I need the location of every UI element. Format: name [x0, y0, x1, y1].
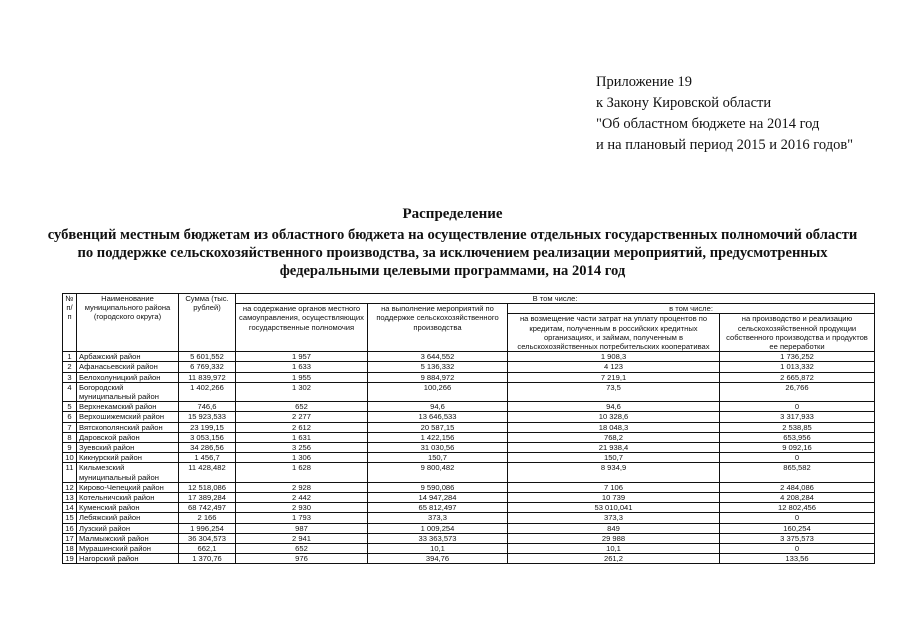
row-number: 3 [63, 372, 77, 382]
interest-cell: 10 739 [508, 493, 720, 503]
measures-cell: 94,6 [368, 402, 508, 412]
header-num: № п/п [63, 294, 77, 352]
maintenance-cell: 3 256 [236, 443, 368, 453]
document-title: Распределение [402, 206, 503, 222]
measures-cell: 9 884,972 [368, 372, 508, 382]
measures-cell: 3 644,552 [368, 352, 508, 362]
interest-cell: 1 908,3 [508, 352, 720, 362]
table-row [63, 382, 875, 401]
measures-cell: 65 812,497 [368, 503, 508, 513]
interest-cell: 73,5 [508, 382, 720, 401]
district-name: Куменский район [77, 503, 179, 513]
measures-cell: 31 030,56 [368, 443, 508, 453]
production-cell: 0 [720, 453, 875, 463]
sum-cell: 3 053,156 [179, 432, 236, 442]
table-row [63, 533, 875, 543]
table-row [63, 453, 875, 463]
row-number: 8 [63, 432, 77, 442]
sum-cell: 5 601,552 [179, 352, 236, 362]
district-name: Малмыжский район [77, 533, 179, 543]
measures-cell: 13 646,533 [368, 412, 508, 422]
maintenance-cell: 2 928 [236, 482, 368, 492]
row-number: 1 [63, 352, 77, 362]
maintenance-cell: 1 628 [236, 463, 368, 482]
row-number: 14 [63, 503, 77, 513]
appendix-line: и на плановый период 2015 и 2016 годов" [596, 137, 854, 153]
table-row [63, 432, 875, 442]
district-name: Лузский район [77, 523, 179, 533]
header-maintenance: на содержание органов местного самоуправления, осуществляющих государственные полномочия [236, 304, 368, 352]
sum-cell: 68 742,497 [179, 503, 236, 513]
sum-cell: 662,1 [179, 544, 236, 554]
table-row [63, 482, 875, 492]
district-name: Белохолуницкий район [77, 372, 179, 382]
maintenance-cell: 1 633 [236, 362, 368, 372]
district-name: Арбажский район [77, 352, 179, 362]
interest-cell: 29 988 [508, 533, 720, 543]
measures-cell: 394,76 [368, 554, 508, 564]
measures-cell: 9 800,482 [368, 463, 508, 482]
measures-cell: 150,7 [368, 453, 508, 463]
measures-cell: 33 363,573 [368, 533, 508, 543]
measures-cell: 20 587,15 [368, 422, 508, 432]
maintenance-cell: 1 306 [236, 453, 368, 463]
district-name: Зуевский район [77, 443, 179, 453]
sum-cell: 1 370,76 [179, 554, 236, 564]
production-cell: 3 375,573 [720, 533, 875, 543]
row-number: 11 [63, 463, 77, 482]
table-row [63, 513, 875, 523]
maintenance-cell: 1 957 [236, 352, 368, 362]
table-row [63, 422, 875, 432]
district-name: Нагорский район [77, 554, 179, 564]
table-body [63, 352, 875, 564]
appendix-line: "Об областном бюджете на 2014 год [596, 116, 820, 132]
district-name: Кильмезский муниципальный район [77, 463, 179, 482]
sum-cell: 15 923,533 [179, 412, 236, 422]
interest-cell: 373,3 [508, 513, 720, 523]
measures-cell: 5 136,332 [368, 362, 508, 372]
measures-cell: 1 009,254 [368, 523, 508, 533]
interest-cell: 261,2 [508, 554, 720, 564]
sum-cell: 36 304,573 [179, 533, 236, 543]
production-cell: 0 [720, 544, 875, 554]
maintenance-cell: 2 941 [236, 533, 368, 543]
table-row [63, 402, 875, 412]
interest-cell: 8 934,9 [508, 463, 720, 482]
district-name: Котельничский район [77, 493, 179, 503]
maintenance-cell: 2 612 [236, 422, 368, 432]
appendix-block [596, 72, 853, 156]
district-name: Кирово-Чепецкий район [77, 482, 179, 492]
table-row [63, 352, 875, 362]
row-number: 16 [63, 523, 77, 533]
maintenance-cell: 1 793 [236, 513, 368, 523]
row-number: 17 [63, 533, 77, 543]
sum-cell: 1 402,266 [179, 382, 236, 401]
table-row [63, 493, 875, 503]
table-row [63, 412, 875, 422]
interest-cell: 94,6 [508, 402, 720, 412]
interest-cell: 10 328,6 [508, 412, 720, 422]
maintenance-cell: 1 955 [236, 372, 368, 382]
interest-cell: 7 106 [508, 482, 720, 492]
header-including: В том числе: [236, 294, 875, 304]
row-number: 7 [63, 422, 77, 432]
maintenance-cell: 987 [236, 523, 368, 533]
measures-cell: 373,3 [368, 513, 508, 523]
row-number: 9 [63, 443, 77, 453]
production-cell: 1 013,332 [720, 362, 875, 372]
header-interest: на возмещение части затрат на уплату процентов по кредитам, полученным в российских кредитных организациях, и займам, полученным в сельскохозяйственных потребительских кооперативах [508, 314, 720, 352]
production-cell: 653,956 [720, 432, 875, 442]
document-subtitle: субвенций местным бюджетам из областного бюджета на осуществление отдельных государственных полномочий области по поддержке сельскохозяйственного производства, за исключением реализации мероприятий, предусмотренных федеральными целевыми программами, на 2014 год [47, 227, 858, 279]
district-name: Кикнурский район [77, 453, 179, 463]
maintenance-cell: 1 302 [236, 382, 368, 401]
measures-cell: 1 422,156 [368, 432, 508, 442]
subventions-table [62, 293, 875, 564]
sum-cell: 1 456,7 [179, 453, 236, 463]
production-cell: 133,56 [720, 554, 875, 564]
maintenance-cell: 2 277 [236, 412, 368, 422]
sum-cell: 2 166 [179, 513, 236, 523]
production-cell: 12 802,456 [720, 503, 875, 513]
header-sum: Сумма (тыс. рублей) [179, 294, 236, 352]
interest-cell: 10,1 [508, 544, 720, 554]
table-row [63, 362, 875, 372]
table-row [63, 523, 875, 533]
measures-cell: 10,1 [368, 544, 508, 554]
production-cell: 865,582 [720, 463, 875, 482]
table-row [63, 503, 875, 513]
production-cell: 3 317,933 [720, 412, 875, 422]
production-cell: 4 208,284 [720, 493, 875, 503]
production-cell: 0 [720, 402, 875, 412]
maintenance-cell: 2 442 [236, 493, 368, 503]
row-number: 6 [63, 412, 77, 422]
interest-cell: 21 938,4 [508, 443, 720, 453]
sum-cell: 12 518,086 [179, 482, 236, 492]
row-number: 5 [63, 402, 77, 412]
interest-cell: 849 [508, 523, 720, 533]
row-number: 10 [63, 453, 77, 463]
district-name: Вятскополянский район [77, 422, 179, 432]
production-cell: 0 [720, 513, 875, 523]
sum-cell: 11 428,482 [179, 463, 236, 482]
row-number: 15 [63, 513, 77, 523]
maintenance-cell: 652 [236, 402, 368, 412]
table-row [63, 544, 875, 554]
district-name: Лебяжский район [77, 513, 179, 523]
district-name: Даровской район [77, 432, 179, 442]
production-cell: 26,766 [720, 382, 875, 401]
sum-cell: 6 769,332 [179, 362, 236, 372]
maintenance-cell: 2 930 [236, 503, 368, 513]
row-number: 4 [63, 382, 77, 401]
district-name: Верхнекамский район [77, 402, 179, 412]
maintenance-cell: 976 [236, 554, 368, 564]
production-cell: 2 538,85 [720, 422, 875, 432]
appendix-line: Приложение 19 [596, 74, 692, 90]
interest-cell: 53 010,041 [508, 503, 720, 513]
appendix-line: к Закону Кировской области [596, 95, 772, 111]
maintenance-cell: 652 [236, 544, 368, 554]
sum-cell: 11 839,972 [179, 372, 236, 382]
sum-cell: 1 996,254 [179, 523, 236, 533]
table-row [63, 554, 875, 564]
row-number: 19 [63, 554, 77, 564]
production-cell: 9 092,16 [720, 443, 875, 453]
measures-cell: 14 947,284 [368, 493, 508, 503]
production-cell: 160,254 [720, 523, 875, 533]
sum-cell: 23 199,15 [179, 422, 236, 432]
row-number: 13 [63, 493, 77, 503]
row-number: 12 [63, 482, 77, 492]
interest-cell: 18 048,3 [508, 422, 720, 432]
interest-cell: 150,7 [508, 453, 720, 463]
header-name: Наименование муниципального района (городского округа) [77, 294, 179, 352]
sum-cell: 746,6 [179, 402, 236, 412]
header-production: на производство и реализацию сельскохозяйственной продукции собственного производства и продуктов ее переработки [720, 314, 875, 352]
production-cell: 2 484,086 [720, 482, 875, 492]
interest-cell: 768,2 [508, 432, 720, 442]
interest-cell: 7 219,1 [508, 372, 720, 382]
district-name: Афанасьевский район [77, 362, 179, 372]
header-including-2: в том числе: [508, 304, 875, 314]
row-number: 2 [63, 362, 77, 372]
table-row [63, 463, 875, 482]
measures-cell: 9 590,086 [368, 482, 508, 492]
table-row [63, 372, 875, 382]
header-measures: на выполнение мероприятий по поддержке сельскохозяйственного производства [368, 304, 508, 352]
district-name: Богородский муниципальный район [77, 382, 179, 401]
production-cell: 2 665,872 [720, 372, 875, 382]
measures-cell: 100,266 [368, 382, 508, 401]
interest-cell: 4 123 [508, 362, 720, 372]
table-row [63, 443, 875, 453]
district-name: Верхошижемский район [77, 412, 179, 422]
production-cell: 1 736,252 [720, 352, 875, 362]
row-number: 18 [63, 544, 77, 554]
district-name: Мурашинский район [77, 544, 179, 554]
sum-cell: 34 286,56 [179, 443, 236, 453]
sum-cell: 17 389,284 [179, 493, 236, 503]
maintenance-cell: 1 631 [236, 432, 368, 442]
